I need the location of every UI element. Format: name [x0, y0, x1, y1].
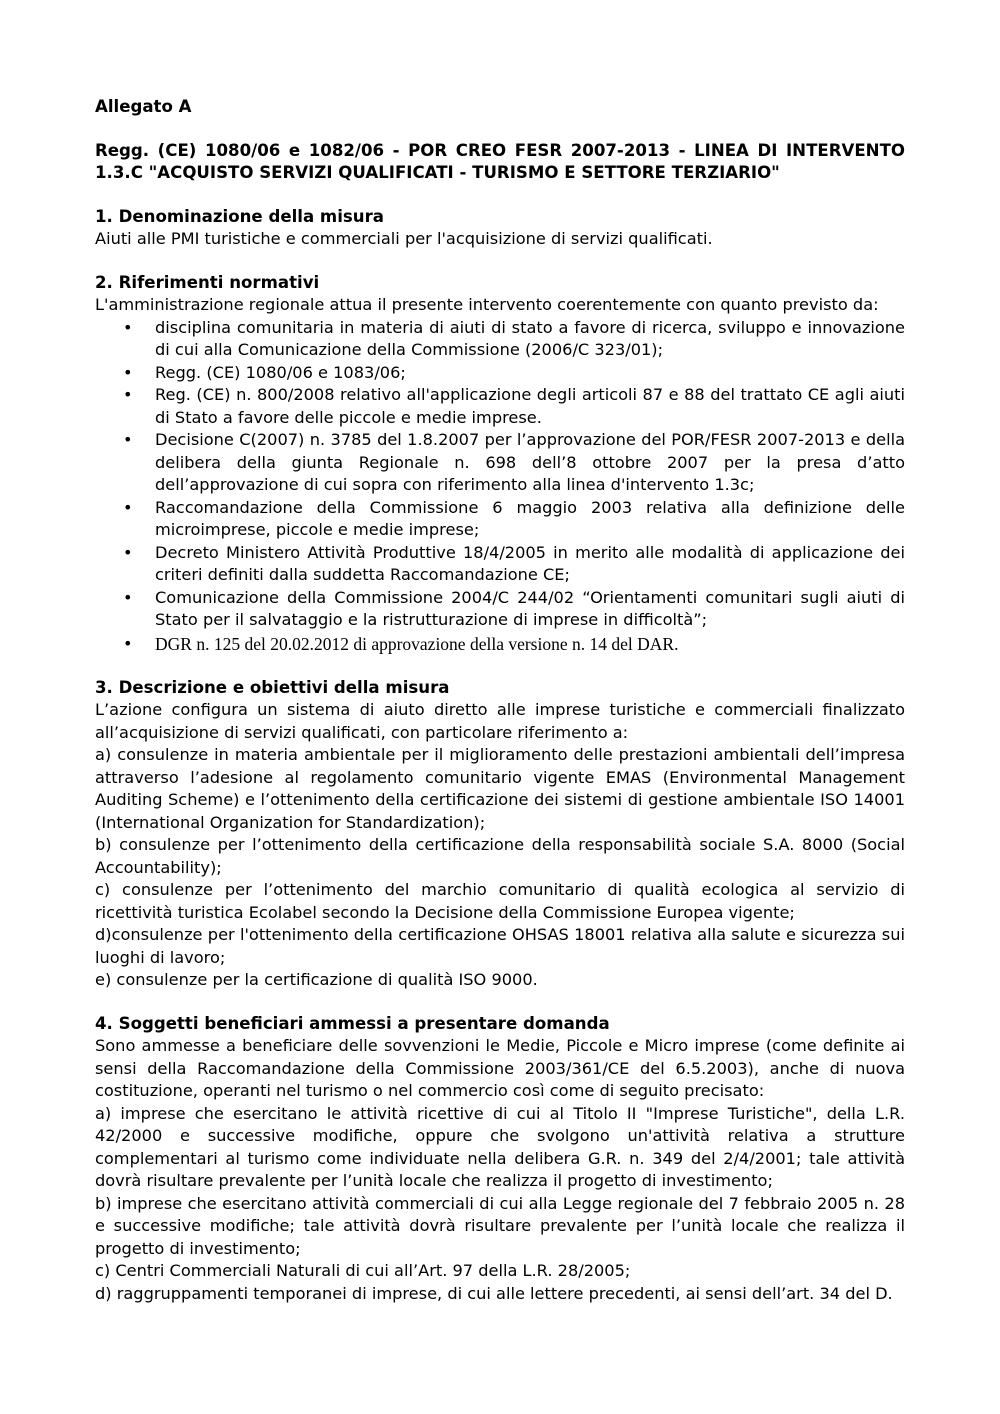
section-3-intro: L’azione configura un sistema di aiuto diretto alle imprese turistiche e commerciali finalizzato all’acquisizione di servizi qualificati, con particolare riferimento a: [95, 700, 905, 742]
list-item-text: Comunicazione della Commissione 2004/C 244/02 “Orientamenti comunitari sugli aiuti di Stato per il salvataggio e la ristrutturazione di imprese in difficoltà”; [155, 587, 905, 629]
list-item-text: Raccomandazione della Commissione 6 maggio 2003 relativa alla definizione delle microimprese, piccole e medie imprese; [155, 497, 905, 539]
list-item [95, 587, 905, 632]
list-item-text: Decreto Ministero Attività Produttive 18/4/2005 in merito alle modalità di applicazione dei criteri definiti dalla suddetta Raccomandazione CE; [155, 542, 905, 584]
bullet-icon: • [123, 317, 133, 337]
document-page [95, 96, 905, 1305]
section-2-heading: 2. Riferimenti normativi [95, 272, 320, 292]
list-item-text: Reg. (CE) n. 800/2008 relativo all'applicazione degli articoli 87 e 88 del trattato CE agli aiuti di Stato a favore delle piccole e medie imprese. [155, 385, 905, 427]
list-item [95, 362, 905, 385]
bullet-icon: • [123, 587, 133, 607]
section-4-heading: 4. Soggetti beneficiari ammessi a presentare domanda [95, 1013, 610, 1033]
bullet-icon: • [123, 497, 133, 517]
section-3-item-c: c) consulenze per l’ottenimento del marchio comunitario di qualità ecologica al servizio di ricettività turistica Ecolabel secondo la Decisione della Commissione Europea vigente; [95, 880, 905, 922]
section-3-item-e: e) consulenze per la certificazione di qualità ISO 9000. [95, 970, 538, 989]
section-4-item-d: d) raggruppamenti temporanei di imprese, di cui alle lettere precedenti, ai sensi dell’art. 34 del D. [95, 1283, 893, 1303]
annex-title: Allegato A [95, 97, 192, 116]
section-3-item-b: b) consulenze per l’ottenimento della certificazione della responsabilità sociale S.A. 8000 (Social Accountability); [95, 835, 905, 877]
list-item-text: DGR n. 125 del 20.02.2012 di approvazione della versione n. 14 del DAR. [155, 633, 679, 654]
list-item-text: Decisione C(2007) n. 3785 del 1.8.2007 per l’approvazione del POR/FESR 2007-2013 e della delibera della giunta Regionale n. 698 dell’8 ottobre 2007 per la presa d’atto dell’approvazione di cui sopra con riferimento alla linea d'intervento 1.3c; [155, 430, 905, 494]
normative-references-list [95, 317, 905, 656]
section-4-item-b: b) imprese che esercitano attività commerciali di cui alla Legge regionale del 7 febbraio 2005 n. 28 e successive modifiche; tale attività dovrà risultare prevalente per l’unità locale che realizza il progetto di investimento; [95, 1193, 905, 1258]
list-item [95, 632, 905, 656]
section-4-item-c: c) Centri Commerciali Naturali di cui all’Art. 97 della L.R. 28/2005; [95, 1261, 631, 1280]
list-item [95, 384, 905, 429]
section-1-text: Aiuti alle PMI turistiche e commerciali per l'acquisizione di servizi qualificati. [95, 229, 713, 248]
bullet-icon: • [123, 542, 133, 562]
list-item [95, 542, 905, 587]
section-3-heading: 3. Descrizione e obiettivi della misura [95, 677, 450, 697]
section-3-item-d: d)consulenze per l'ottenimento della certificazione OHSAS 18001 relativa alla salute e sicurezza sui luoghi di lavoro; [95, 925, 905, 967]
bullet-icon: • [123, 633, 133, 653]
list-item [95, 497, 905, 542]
list-item-text: disciplina comunitaria in materia di aiuti di stato a favore di ricerca, sviluppo e innovazione di cui alla Comunicazione della Commissione (2006/C 323/01); [155, 317, 905, 359]
list-item [95, 429, 905, 497]
section-4-intro: Sono ammesse a beneficiare delle sovvenzioni le Medie, Piccole e Micro imprese (come definite ai sensi della Raccomandazione della Commissione 2003/361/CE del 6.5.2003), anche di nuova costituzione, operanti nel turismo o nel commercio così come di seguito precisato: [95, 1036, 905, 1100]
list-item-text: Regg. (CE) 1080/06 e 1083/06; [155, 362, 406, 382]
section-4-item-a: a) imprese che esercitano le attività ricettive di cui al Titolo II "Imprese Turistiche", della L.R. 42/2000 e successive modifiche, oppure che svolgono un'attività relativa a strutture complementari al turismo come individuate nella delibera G.R. n. 349 del 2/4/2001; tale attività dovrà risultare prevalente per l’unità locale che realizza il progetto di investimento; [95, 1103, 905, 1190]
bullet-icon: • [123, 362, 133, 382]
regulation-title: Regg. (CE) 1080/06 e 1082/06 - POR CREO FESR 2007-2013 - LINEA DI INTERVENTO 1.3.C "ACQUISTO SERVIZI QUALIFICATI - TURISMO E SETTORE TERZIARIO" [95, 140, 905, 182]
bullet-icon: • [123, 430, 133, 449]
list-item [95, 317, 905, 362]
section-1-heading: 1. Denominazione della misura [95, 206, 384, 226]
section-3-item-a: a) consulenze in materia ambientale per il miglioramento delle prestazioni ambientali dell’impresa attraverso l’adesione al regolamento comunitario vigente EMAS (Environmental Management Auditing Scheme) e l’ottenimento della certificazione dei sistemi di gestione ambientale ISO 14001 (International Organization for Standardization); [95, 745, 905, 832]
section-2-intro: L'amministrazione regionale attua il presente intervento coerentemente con quanto previsto da: [95, 295, 879, 314]
bullet-icon: • [123, 385, 133, 404]
